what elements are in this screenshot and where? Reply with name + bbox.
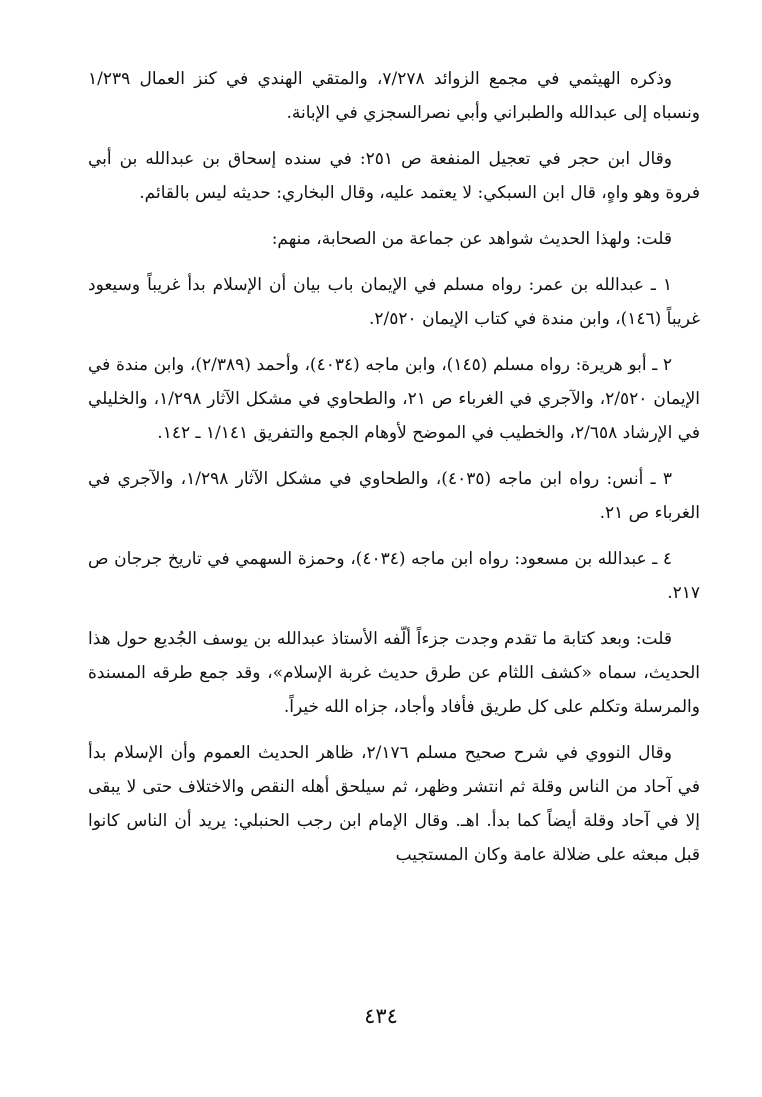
paragraph-ibn-umar: ١ ـ عبدالله بن عمر: رواه مسلم في الإيمان باب بيان أن الإسلام بدأ غريباً وسيعود غريباً (١٤٦)، وابن مندة في كتاب الإيمان ٢/٥٢٠. (88, 275, 700, 329)
paragraph-judai: قلت: وبعد كتابة ما تقدم وجدت جزءاً ألّفه الأستاذ عبدالله بن يوسف الجُديع حول هذا الحديث، سماه «كشف اللثام عن طرق حديث غربة الإسلام»، وقد جمع طرقه المسندة والمرسلة وتكلم على كل طريق فأفاد وأجاد، جزاه الله خيراً. (88, 629, 700, 717)
paragraph-shawahid-intro: قلت: ولهذا الحديث شواهد عن جماعة من الصحابة، منهم: (271, 229, 672, 249)
paragraph-abu-hurayra: ٢ ـ أبو هريرة: رواه مسلم (١٤٥)، وابن ماجه (٤٠٣٤)، وأحمد (٢/٣٨٩)، وابن مندة في الإيمان ٢/٥٢٠، والآجري في الغرباء ص ٢١، والطحاوي في مشكل الآثار ١/٢٩٨، والخليلي في الإرشاد ٢/٦٥٨، والخطيب في الموضح لأوهام الجمع والتفريق ١/١٤١ ـ ١٤٢. (88, 355, 700, 443)
paragraph-ibn-hajar: وقال ابن حجر في تعجيل المنفعة ص ٢٥١: في سنده إسحاق بن عبدالله بن أبي فروة وهو واهٍ، قال ابن السبكي: لا يعتمد عليه، وقال البخاري: حديثه ليس بالقائم. (88, 149, 700, 203)
paragraph-ibn-masud: ٤ ـ عبدالله بن مسعود: رواه ابن ماجه (٤٠٣٤)، وحمزة السهمي في تاريخ جرجان ص ٢١٧. (88, 549, 700, 603)
paragraph-anas: ٣ ـ أنس: رواه ابن ماجه (٤٠٣٥)، والطحاوي في مشكل الآثار ١/٢٩٨، والآجري في الغرباء ص ٢١. (88, 469, 700, 523)
page-body (88, 62, 700, 884)
page-number: ٤٣٤ (364, 1004, 398, 1028)
paragraph-nawawi: وقال النووي في شرح صحيح مسلم ٢/١٧٦، ظاهر الحديث العموم وأن الإسلام بدأ في آحاد من الناس وقلة ثم انتشر وظهر، ثم سيلحق أهله النقص والاختلاف حتى لا يبقى إلا في آحاد وقلة أيضاً كما بدأ. اهـ. وقال الإمام ابن رجب الحنبلي: يريد أن الناس كانوا قبل مبعثه على ضلالة عامة وكان المستجيب (88, 743, 700, 865)
paragraph-haythami: وذكره الهيثمي في مجمع الزوائد ٧/٢٧٨، والمتقي الهندي في كنز العمال ١/٢٣٩ ونسباه إلى عبدالله والطبراني وأبي نصرالسجزي في الإبانة. (88, 69, 700, 123)
